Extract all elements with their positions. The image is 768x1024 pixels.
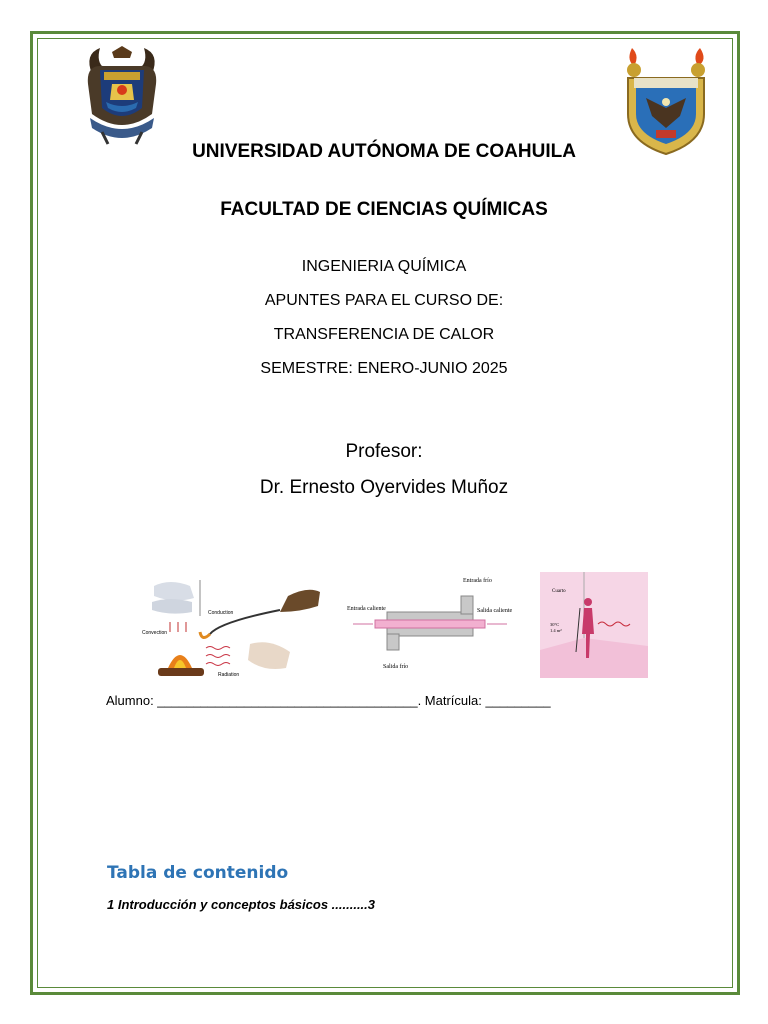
professor-name: Dr. Ernesto Oyervides Muñoz <box>259 477 509 498</box>
room-label: Cuarto <box>552 589 566 594</box>
cold-outlet-label: Salida frío <box>383 664 409 670</box>
cold-inlet-label: Entrada frío <box>463 578 492 584</box>
university-name: UNIVERSIDAD AUTÓNOMA DE COAHUILA <box>192 141 576 162</box>
heat-exchanger-figure <box>345 572 517 680</box>
program-name: INGENIERIA QUÍMICA <box>301 258 467 275</box>
hot-inlet-label: Entrada caliente <box>347 606 386 612</box>
course-name: TRANSFERENCIA DE CALOR <box>273 326 495 343</box>
radiation-label: Radiation <box>218 672 240 678</box>
student-info-line: Alumno: ____________________________________. Matrícula: _________ <box>106 693 551 708</box>
temperature-label: 30°C <box>550 622 560 627</box>
conduction-label: Conduction <box>208 610 234 616</box>
toc-item[interactable]: 1 Introducción y conceptos básicos ..........3 <box>107 897 376 912</box>
university-coat-of-arms-logo <box>82 44 162 152</box>
faculty-name: FACULTAD DE CIENCIAS QUÍMICAS <box>220 199 548 220</box>
area-label: 1.4 m² <box>550 628 562 633</box>
page-border-inner <box>37 38 733 988</box>
toc-title: Tabla de contenido <box>107 863 289 883</box>
room-radiation-figure <box>540 572 648 678</box>
hot-outlet-label: Salida caliente <box>477 608 513 614</box>
notes-label: APUNTES PARA EL CURSO DE: <box>264 292 504 309</box>
professor-label: Profesor: <box>345 441 423 462</box>
semester: SEMESTRE: ENERO-JUNIO 2025 <box>260 360 508 377</box>
heat-transfer-modes-figure <box>140 572 322 680</box>
convection-label: Convection <box>142 630 168 636</box>
